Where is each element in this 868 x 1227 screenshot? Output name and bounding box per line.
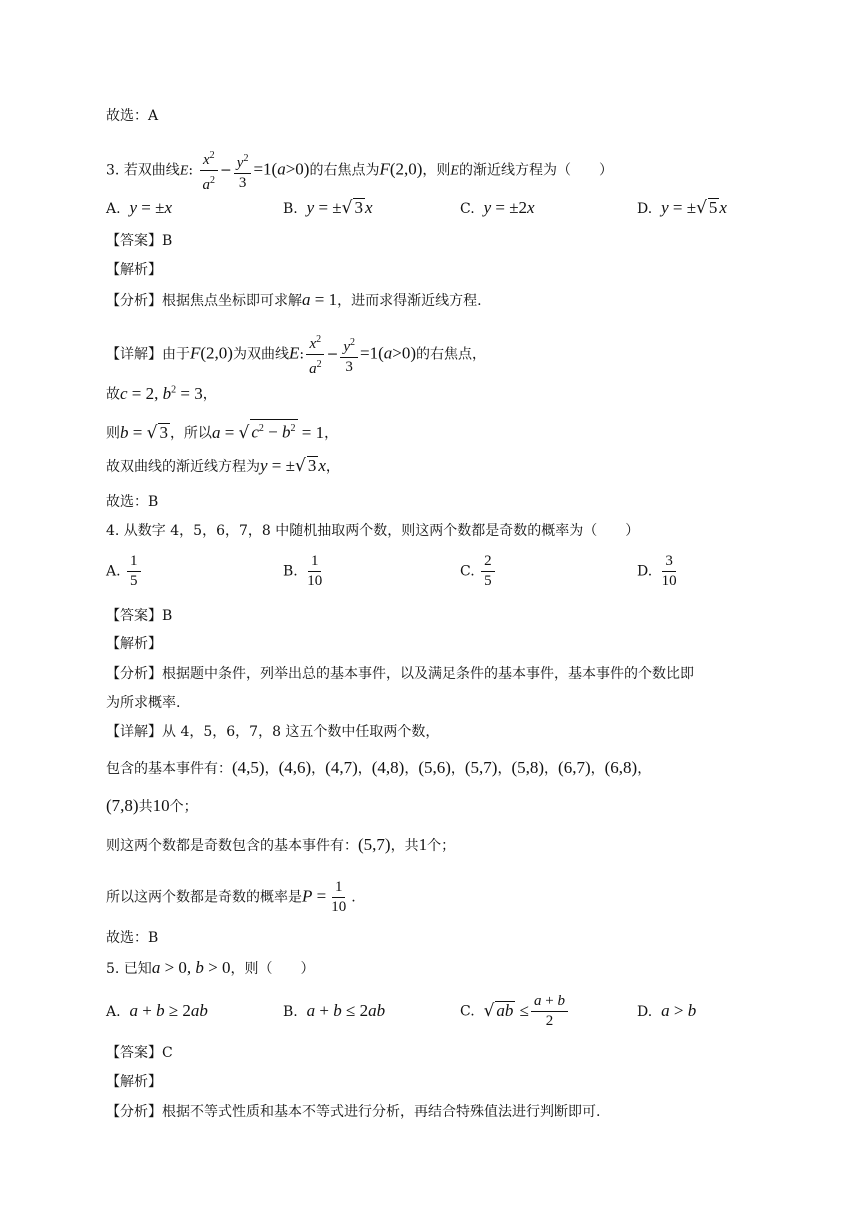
line-select-a: 故选：A <box>106 108 159 124</box>
q3-step-1: 故c = 2, $b^2 = 3$， <box>106 383 217 403</box>
q4-option-d: D. $\frac{3}{10}$ <box>637 553 677 589</box>
q5-answer: 【答案】C <box>106 1045 173 1061</box>
q3-select: 故选：B <box>106 494 159 510</box>
q4-events: 包含的基本事件有：(4,5)，(4,6)，(4,7)，(4,8)，(5,6)，(5,7)，(5,8)，(6,7)，(6,8)， <box>106 758 652 777</box>
q4-option-c: C. $\frac{2}{5}$ <box>460 552 497 591</box>
q4-analysis-heading: 【解析】 <box>106 636 162 652</box>
q4-answer: 【答案】B <box>106 608 173 624</box>
question-5: 5. 已知a > 0, b > 0，则（ ） <box>106 958 315 977</box>
q5-option-b: B. a + b ≤ 2ab <box>283 1001 386 1020</box>
q4-odd-events: 则这两个数都是奇数包含的基本事件有：(5,7)，共1个； <box>106 835 456 854</box>
q5-analysis: 【分析】根据不等式性质和基本不等式进行分析，再结合特殊值法进行判断即可. <box>106 1104 601 1120</box>
q3-number: 3. <box>106 162 120 179</box>
q4-option-a: A. $\frac{1}{5}$ <box>106 552 143 591</box>
question-3: 3. 若双曲线E: $\frac{x^2}{a^2}$ − $\frac{y^2}{3}$ =1(a>0)的右焦点为F(2,0)，则E的渐近线方程为（ ） <box>106 146 613 195</box>
q5-option-c: C. √ ab ≤ $\frac{a + b}{2}$ <box>460 992 570 1031</box>
q3-option-d: D. y = ±√ 5 x <box>637 198 727 218</box>
q3-detail: 【详解】由于F(2,0)为双曲线E: $\frac{x^2}{a^2}$ − $\frac{y^2}{3}$ =1(a>0)的右焦点， <box>106 330 486 379</box>
q4-analysis-2: 为所求概率. <box>106 695 181 711</box>
q4-analysis-1: 【分析】根据题中条件，列举出总的基本事件，以及满足条件的基本事件，基本事件的个数比即 <box>106 666 694 682</box>
q3-option-b: B. y = ±√ 3 x <box>283 198 373 218</box>
q4-events-cont: (7,8)共10个； <box>106 796 198 815</box>
q4-detail: 【详解】从 4，5，6，7，8 这五个数中任取两个数， <box>106 724 440 740</box>
q3-option-c: C. y = ±2x <box>460 198 535 217</box>
q4-select: 故选：B <box>106 930 159 946</box>
q3-analysis-heading: 【解析】 <box>106 262 162 278</box>
q3-step-3: 故双曲线的渐近线方程为y = ±√ 3 x， <box>106 456 340 476</box>
q5-analysis-heading: 【解析】 <box>106 1074 162 1090</box>
q5-option-a: A. a + b ≥ 2ab <box>106 1001 208 1020</box>
q5-option-d: D. a > b <box>637 1001 697 1020</box>
q3-text-a: 若双曲线 <box>123 162 180 179</box>
question-4: 4. 从数字 4，5，6，7，8 中随机抽取两个数，则这两个数都是奇数的概率为（ ） <box>106 523 640 539</box>
q3-answer: 【答案】B <box>106 233 173 249</box>
q3-option-a: A. y = ±x <box>106 198 172 217</box>
q3-analysis: 【分析】根据焦点坐标即可求解a = 1，进而求得渐近线方程. <box>106 290 482 309</box>
q3-step-2: 则b = √ 3 ，所以a = √ $c^2 - b^2 = 1$， <box>106 419 338 444</box>
q4-option-b: B. $\frac{1}{10}$ <box>283 553 323 589</box>
q4-probability: 所以这两个数都是奇数的概率是P = $\frac{1}{10}$ . <box>106 879 356 915</box>
q3-text-d: 的渐近线方程为（ ） <box>458 162 613 179</box>
q3-text-b: 的右焦点为 <box>309 162 380 179</box>
q3-text-c: ，则 <box>422 162 451 179</box>
